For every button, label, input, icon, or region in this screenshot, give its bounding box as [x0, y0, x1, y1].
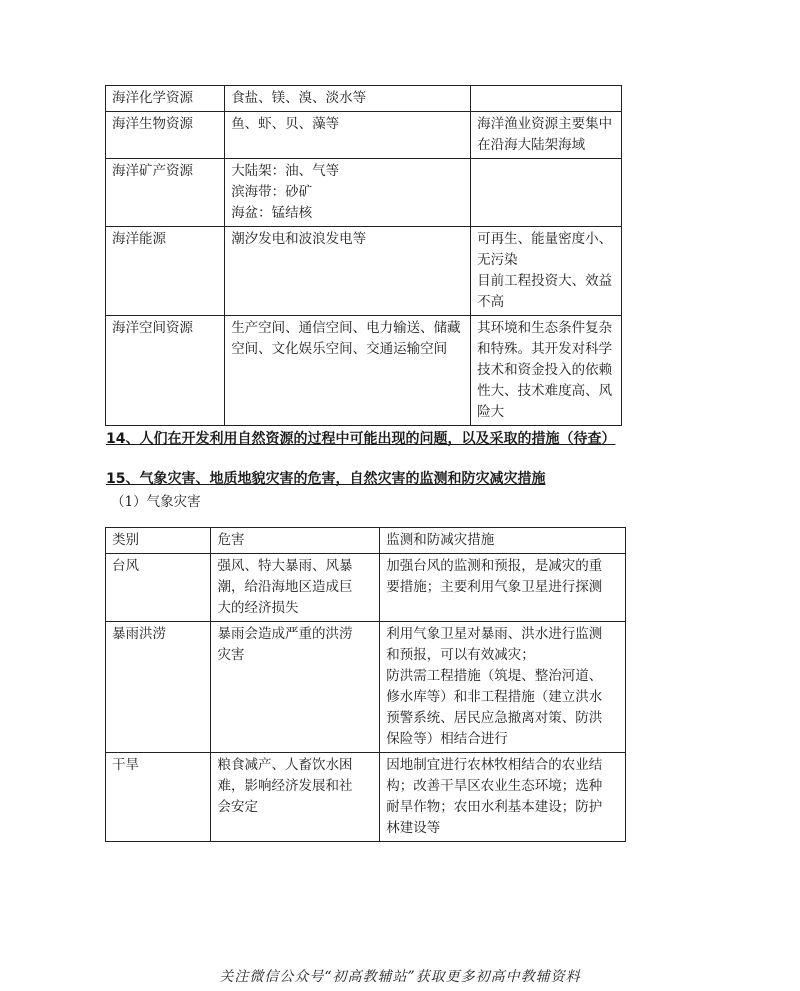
table-row: [106, 316, 622, 426]
resource-name-cell: 海洋化学资源: [106, 86, 225, 112]
resource-content-cell: 食盐、镁、溴、淡水等: [225, 86, 471, 112]
resource-note-cell: 可再生、能量密度小、 无污染 目前工程投资大、效益 不高: [471, 227, 622, 316]
resource-content-cell: 潮汐发电和波浪发电等: [225, 227, 471, 316]
table-row: [106, 227, 622, 316]
resource-note-cell: [471, 159, 622, 227]
table-row: [106, 554, 626, 622]
section-heading-15: 15、气象灾害、地质地貌灾害的危害，自然灾害的监测和防灾减灾措施: [106, 471, 546, 487]
page-footer: 关注微信公众号“初高教辅站”获取更多初高中教辅资料: [219, 969, 581, 985]
table-header-row: [106, 528, 626, 554]
column-header: 危害: [211, 528, 380, 554]
resource-content-cell: 鱼、虾、贝、藻等: [225, 112, 471, 159]
table-row: [106, 112, 622, 159]
column-header: 类别: [106, 528, 211, 554]
section-heading-14: 14、人们在开发利用自然资源的过程中可能出现的问题，以及采取的措施（待查）: [106, 431, 616, 447]
table-row: [106, 86, 622, 112]
marine-resources-table: [105, 85, 622, 426]
resource-note-cell: [471, 86, 622, 112]
resource-name-cell: 海洋生物资源: [106, 112, 225, 159]
resource-note-cell: 海洋渔业资源主要集中 在沿海大陆架海域: [471, 112, 622, 159]
disaster-type-cell: 台风: [106, 554, 211, 622]
disaster-measures-cell: 加强台风的监测和预报，是减灾的重 要措施；主要利用气象卫星进行探测: [380, 554, 626, 622]
column-header: 监测和防减灾措施: [380, 528, 626, 554]
table-row: [106, 622, 626, 753]
disaster-harm-cell: 粮食减产、人畜饮水困 难，影响经济发展和社 会安定: [211, 753, 380, 842]
resource-name-cell: 海洋空间资源: [106, 316, 225, 426]
resource-name-cell: 海洋矿产资源: [106, 159, 225, 227]
resource-content-cell: 大陆架：油、气等 滨海带：砂矿 海盆：锰结核: [225, 159, 471, 227]
disaster-measures-cell: 因地制宜进行农林牧相结合的农业结 构；改善干旱区农业生态环境；选种 耐旱作物；农田水利基本建设；防护 林建设等: [380, 753, 626, 842]
weather-disaster-table: [105, 527, 626, 842]
table-row: [106, 753, 626, 842]
subsection-heading: （1）气象灾害: [111, 494, 201, 510]
resource-content-cell: 生产空间、通信空间、电力输送、储藏 空间、文化娱乐空间、交通运输空间: [225, 316, 471, 426]
disaster-type-cell: 干旱: [106, 753, 211, 842]
disaster-harm-cell: 强风、特大暴雨、风暴 潮，给沿海地区造成巨 大的经济损失: [211, 554, 380, 622]
disaster-harm-cell: 暴雨会造成严重的洪涝 灾害: [211, 622, 380, 753]
disaster-measures-cell: 利用气象卫星对暴雨、洪水进行监测 和预报，可以有效减灾； 防洪需工程措施（筑堤、整治河道、 修水库等）和非工程措施（建立洪水 预警系统、居民应急撤离对策、防洪 保险等）相结合进行: [380, 622, 626, 753]
resource-name-cell: 海洋能源: [106, 227, 225, 316]
table-row: [106, 159, 622, 227]
disaster-type-cell: 暴雨洪涝: [106, 622, 211, 753]
resource-note-cell: 其环境和生态条件复杂 和特殊。其开发对科学 技术和资金投入的依赖 性大、技术难度高、风 险大: [471, 316, 622, 426]
